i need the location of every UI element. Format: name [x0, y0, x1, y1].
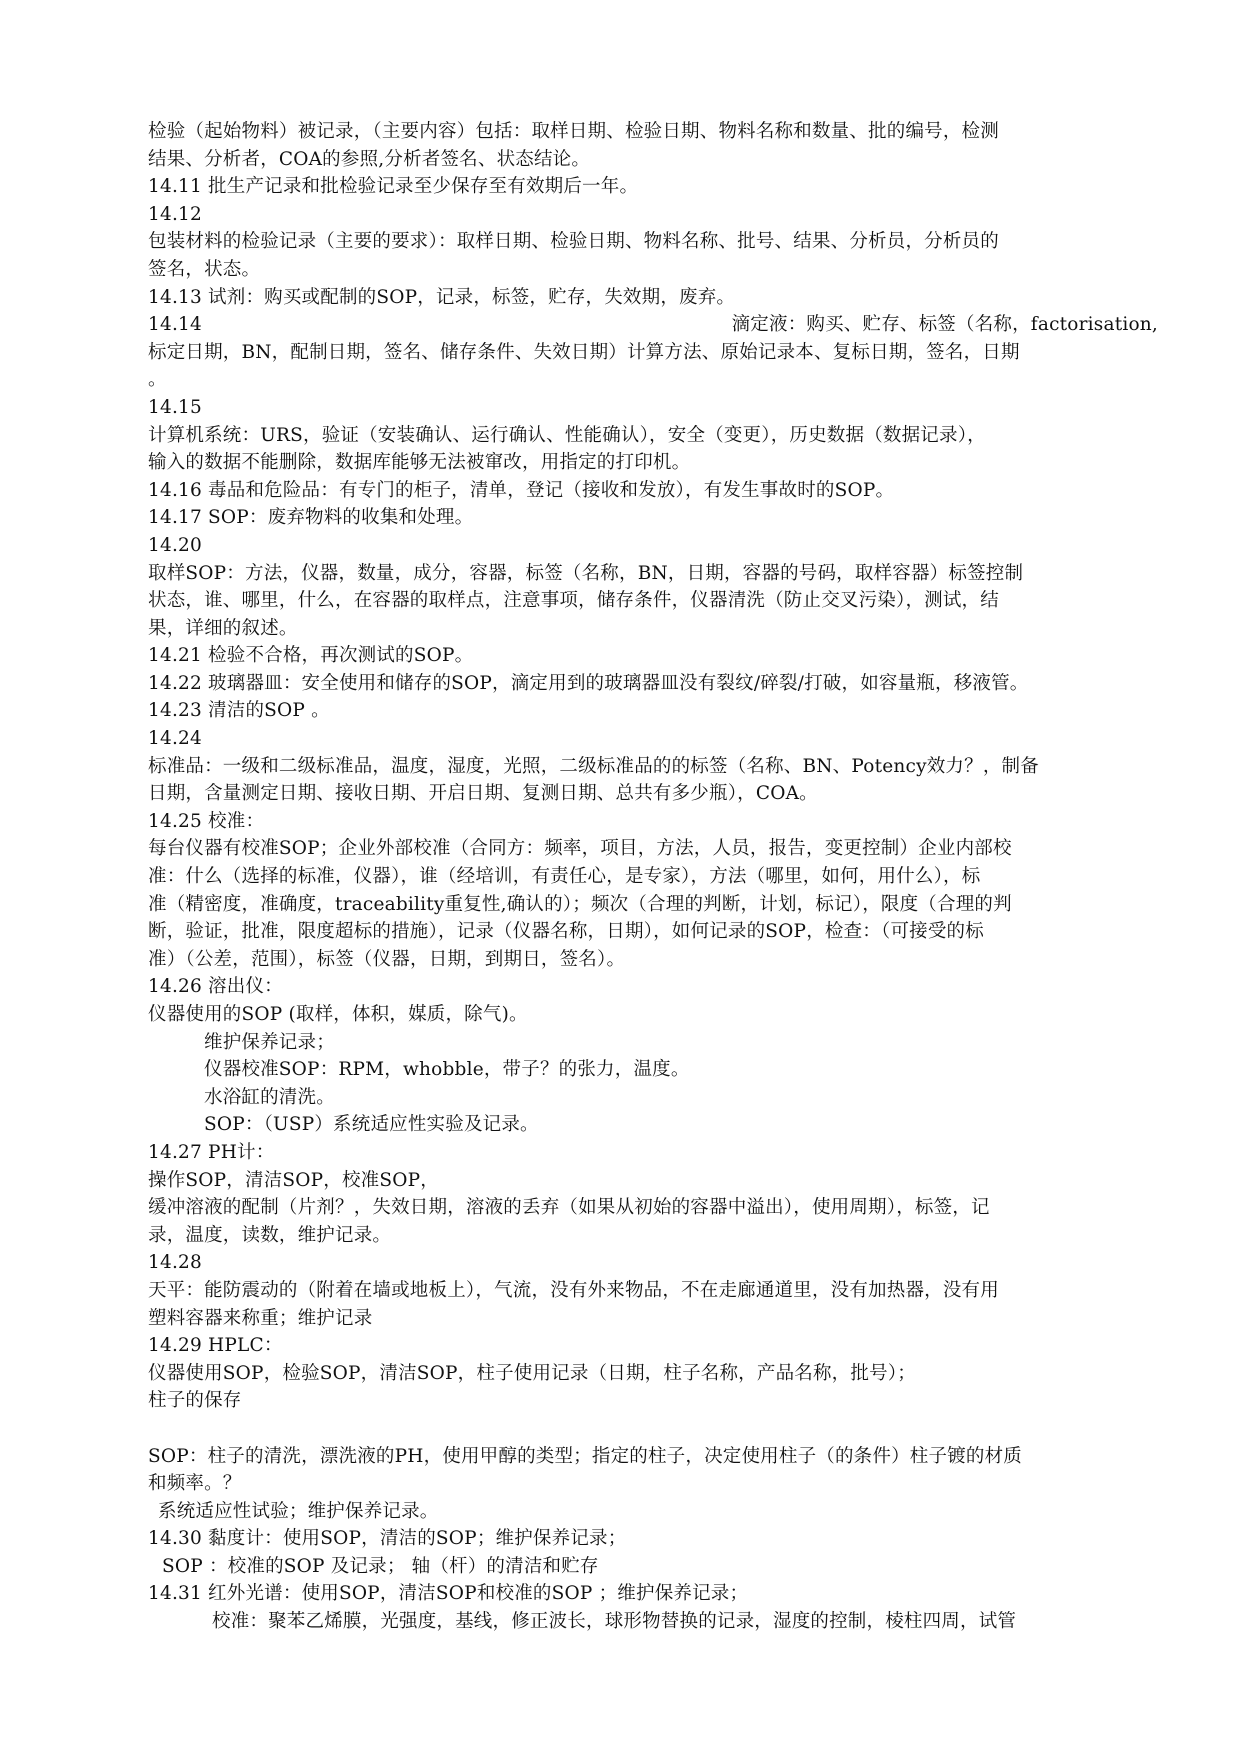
section-14-14-row: [148, 311, 1158, 339]
section-heading-14-14: 14.14: [148, 314, 202, 336]
text-line: 录，温度，读数，维护记录。: [148, 1224, 392, 1246]
section-14-21: 14.21 检验不合格，再次测试的SOP。: [148, 645, 474, 667]
section-14-22: 14.22 玻璃器皿：安全使用和储存的SOP，滴定用到的玻璃器皿没有裂纹/碎裂/打破，如容量瓶，移液管。: [148, 672, 1029, 694]
text-line: 操作SOP，清洁SOP，校准SOP，: [148, 1169, 439, 1191]
text-line-indented: SOP ：校准的SOP 及记录； 轴（杆）的清洁和贮存: [162, 1555, 599, 1577]
text-line: 柱子的保存: [148, 1390, 242, 1412]
text-line: SOP：柱子的清洗，漂洗液的PH，使用甲醇的类型；指定的柱子，决定使用柱子（的条件）柱子镀的材质: [148, 1445, 1022, 1467]
text-line: 签名，状态。: [148, 258, 261, 280]
text-line: 准（精密度，准确度，traceability重复性,确认的）；频次（合理的判断，计划，标记），限度（合理的判: [148, 893, 1012, 915]
text-line: 包装材料的检验记录（主要的要求）：取样日期、检验日期、物料名称、批号、结果、分析员，分析员的: [148, 231, 999, 253]
text-line-indented: 仪器校准SOP：RPM，whobble，带子？的张力，温度。: [204, 1059, 690, 1081]
section-14-23: 14.23 清洁的SOP 。: [148, 700, 330, 722]
text-line: 检验（起始物料）被记录，（主要内容）包括：取样日期、检验日期、物料名称和数量、批的编号，检测: [148, 121, 999, 142]
text-line: 滴定液：购买、贮存、标签（名称，factorisation,: [731, 314, 1158, 336]
text-line: 标定日期，BN，配制日期，签名、储存条件、失效日期）计算方法、原始记录本、复标日期，签名，日期: [148, 341, 1020, 363]
section-14-17: 14.17 SOP：废弃物料的收集和处理。: [148, 507, 474, 529]
section-14-30: 14.30 黏度计：使用SOP，清洁的SOP；维护保养记录；: [148, 1528, 627, 1550]
text-line: 输入的数据不能删除，数据库能够无法被窜改，用指定的打印机。: [148, 452, 691, 474]
text-line: 仪器使用SOP，检验SOP，清洁SOP，柱子使用记录（日期，柱子名称，产品名称，批号）；: [148, 1362, 916, 1384]
section-heading-14-25: 14.25 校准：: [148, 810, 265, 832]
blank-line: [148, 1415, 1158, 1443]
text-line: 缓冲溶液的配制（片剂？，失效日期，溶液的丢弃（如果从初始的容器中溢出），使用周期），标签，记: [148, 1197, 990, 1219]
text-line: 断，验证，批准，限度超标的措施），记录（仪器名称，日期），如何记录的SOP，检查：（可接受的标: [148, 921, 984, 943]
text-line: 准：什么（选择的标准，仪器），谁（经培训，有责任心，是专家），方法（哪里，如何，用什么），标: [148, 866, 981, 888]
text-line: 每台仪器有校准SOP；企业外部校准（合同方：频率，项目，方法，人员，报告，变更控制）企业内部校: [148, 838, 1012, 860]
section-heading-14-24: 14.24: [148, 728, 202, 750]
section-heading-14-29: 14.29 HPLC：: [148, 1335, 283, 1357]
text-line: 准）（公差，范围），标签（仪器，日期，到期日，签名）。: [148, 948, 626, 970]
text-line-indented: 校准：聚苯乙烯膜，光强度，基线，修正波长，球形物替换的记录，湿度的控制，棱柱四周，试管: [212, 1611, 1017, 1633]
section-heading-14-28: 14.28: [148, 1252, 202, 1274]
section-heading-14-20: 14.20: [148, 534, 202, 556]
section-heading-14-27: 14.27 PH计：: [148, 1141, 275, 1163]
text-line-indented: 维护保养记录；: [204, 1031, 335, 1053]
text-line: 天平：能防震动的（附着在墙或地板上），气流，没有外来物品，不在走廊通道里，没有加热器，没有用: [148, 1279, 999, 1301]
text-line-indented: 水浴缸的清洗。: [204, 1086, 335, 1108]
text-line-indented: 系统适应性试验；维护保养记录。: [158, 1500, 439, 1522]
section-heading-14-15: 14.15: [148, 396, 202, 418]
section-14-11: 14.11 批生产记录和批检验记录至少保存至有效期后一年。: [148, 176, 639, 198]
text-line: 果，详细的叙述。: [148, 617, 298, 639]
text-line: 仪器使用的SOP (取样，体积，媒质，除气)。: [148, 1004, 528, 1025]
text-line: 状态，谁、哪里，什么，在容器的取样点，注意事项，储存条件，仪器清洗（防止交叉污染），测试，结: [148, 590, 999, 612]
text-line: 结果、分析者，COA的参照,分析者签名、状态结论。: [148, 148, 591, 170]
document-page: [148, 118, 1158, 1636]
section-14-16: 14.16 毒品和危险品：有专门的柜子，清单，登记（接收和发放），有发生事故时的SOP。: [148, 479, 895, 501]
text-line: 和频率。？: [148, 1473, 242, 1495]
text-line: 标准品：一级和二级标准品，温度，湿度，光照，二级标准品的的标签（名称、BN、Potency效力？，制备: [148, 755, 1039, 777]
text-line: 。: [148, 369, 167, 391]
text-line: 塑料容器来称重；维护记录: [148, 1307, 373, 1329]
text-line-indented: SOP：（USP）系统适应性实验及记录。: [204, 1114, 539, 1136]
text-line: 取样SOP：方法，仪器，数量，成分，容器，标签（名称，BN，日期，容器的号码，取样容器）标签控制: [148, 562, 1024, 584]
section-14-31: 14.31 红外光谱：使用SOP，清洁SOP和校准的SOP ；维护保养记录；: [148, 1583, 749, 1605]
section-heading-14-26: 14.26 溶出仪：: [148, 976, 283, 998]
section-14-13: 14.13 试剂：购买或配制的SOP，记录，标签，贮存，失效期，废弃。: [148, 286, 736, 308]
text-line: 计算机系统：URS，验证（安装确认、运行确认、性能确认），安全（变更），历史数据（数据记录），: [148, 424, 986, 446]
section-heading-14-12: 14.12: [148, 203, 202, 225]
text-line: 日期，含量测定日期、接收日期、开启日期、复测日期、总共有多少瓶），COA。: [148, 783, 818, 805]
